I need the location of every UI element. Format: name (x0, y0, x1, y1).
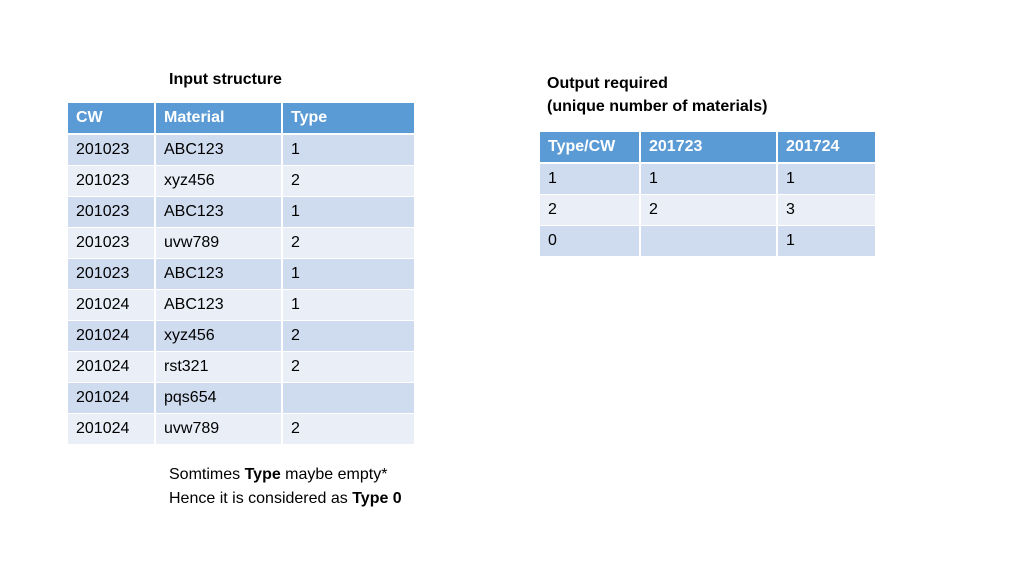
output-title-line1: Output required (547, 75, 668, 92)
table-row (68, 414, 414, 445)
note-line-1 (169, 463, 402, 487)
cell-cw: 201023 (68, 228, 155, 259)
note-bold-type-0: Type 0 (352, 490, 402, 507)
cell-cw: 201024 (68, 414, 155, 445)
table-row (68, 228, 414, 259)
output-header-row (540, 132, 875, 163)
cell-material: ABC123 (155, 197, 282, 228)
cell-cw: 201024 (68, 290, 155, 321)
cell-type: 2 (282, 228, 414, 259)
note-text: Somtimes (169, 466, 245, 483)
table-row (68, 321, 414, 352)
cell-type: 2 (282, 414, 414, 445)
cell-material: xyz456 (155, 166, 282, 197)
table-row (68, 352, 414, 383)
cell-material: ABC123 (155, 259, 282, 290)
note-bold-type: Type (244, 466, 281, 483)
cell-type: 1 (282, 290, 414, 321)
cell-cw: 201023 (68, 259, 155, 290)
cell-count: 2 (640, 195, 777, 226)
cell-type (282, 383, 414, 414)
cell-type: 0 (540, 226, 640, 257)
cell-count: 1 (777, 226, 875, 257)
cell-material: xyz456 (155, 321, 282, 352)
note-line-2 (169, 487, 402, 511)
cell-cw: 201023 (68, 166, 155, 197)
cell-material: pqs654 (155, 383, 282, 414)
cell-type: 2 (282, 166, 414, 197)
table-row (540, 226, 875, 257)
cell-material: rst321 (155, 352, 282, 383)
cell-cw: 201024 (68, 383, 155, 414)
cell-cw: 201024 (68, 321, 155, 352)
output-title-line2: (unique number of materials) (547, 98, 768, 115)
cell-material: ABC123 (155, 290, 282, 321)
cell-material: uvw789 (155, 414, 282, 445)
input-header-row (68, 103, 414, 134)
header-week-201723: 201723 (640, 132, 777, 163)
cell-type: 1 (282, 197, 414, 228)
cell-type: 1 (282, 259, 414, 290)
note-text: Hence it is considered as (169, 490, 353, 507)
table-row (68, 383, 414, 414)
cell-count: 3 (777, 195, 875, 226)
table-row (68, 259, 414, 290)
header-type-cw: Type/CW (540, 132, 640, 163)
output-required-title (547, 72, 767, 118)
table-row (540, 163, 875, 195)
cell-type: 1 (282, 134, 414, 166)
cell-cw: 201023 (68, 134, 155, 166)
note-text: maybe empty* (280, 466, 388, 483)
cell-cw: 201024 (68, 352, 155, 383)
cell-count: 1 (777, 163, 875, 195)
table-row (68, 134, 414, 166)
cell-type: 2 (282, 352, 414, 383)
cell-material: uvw789 (155, 228, 282, 259)
header-week-201724: 201724 (777, 132, 875, 163)
empty-type-note (169, 463, 402, 511)
cell-material: ABC123 (155, 134, 282, 166)
header-cw: CW (68, 103, 155, 134)
cell-type: 2 (282, 321, 414, 352)
output-table (540, 132, 875, 257)
cell-cw: 201023 (68, 197, 155, 228)
cell-count (640, 226, 777, 257)
table-row (68, 290, 414, 321)
header-type: Type (282, 103, 414, 134)
table-row (68, 197, 414, 228)
cell-count: 1 (640, 163, 777, 195)
input-table (68, 103, 414, 445)
input-structure-title: Input structure (169, 71, 282, 88)
cell-type: 2 (540, 195, 640, 226)
table-row (68, 166, 414, 197)
table-row (540, 195, 875, 226)
cell-type: 1 (540, 163, 640, 195)
header-material: Material (155, 103, 282, 134)
